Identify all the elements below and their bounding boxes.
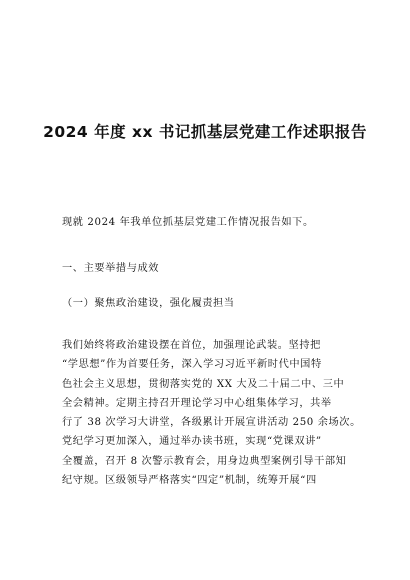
paragraph-line: 全会精神。定期主持召开理论学习中心组集体学习，共举 [62, 397, 332, 409]
paragraph-line: “学思想”作为首要任务，深入学习习近平新时代中国特 [62, 359, 322, 371]
intro-text: 现就 2024 年我单位抓基层党建工作情况报告如下。 [62, 217, 314, 228]
paragraph-line: 色社会主义思想，贯彻落实党的 XX 大及二十届二中、三中 [62, 378, 345, 390]
paragraph-line: 党纪学习更加深入，通过举办读书班，实现“党课双讲” [62, 436, 322, 448]
paragraph-line: 我们始终将政治建设摆在首位，加强理论武装。坚持把 [62, 340, 321, 351]
body-paragraph [62, 336, 361, 490]
section-heading: 一、主要举措与成效 [62, 263, 160, 274]
document-title: 2024 年度 xx 书记抓基层党建工作述职报告 [43, 123, 367, 141]
paragraph-line: 全覆盖，召开 8 次警示教育会，用身边典型案例引导干部知 [62, 455, 347, 467]
paragraph-line: 纪守规。区级领导严格落实“四定”机制，统筹开展“四 [62, 475, 317, 487]
paragraph-line: 行了 38 次学习大讲堂，各级累计开展宣讲活动 250 余场次。 [62, 417, 361, 429]
subsection-heading: （一）聚焦政治建设，强化履责担当 [62, 298, 235, 309]
